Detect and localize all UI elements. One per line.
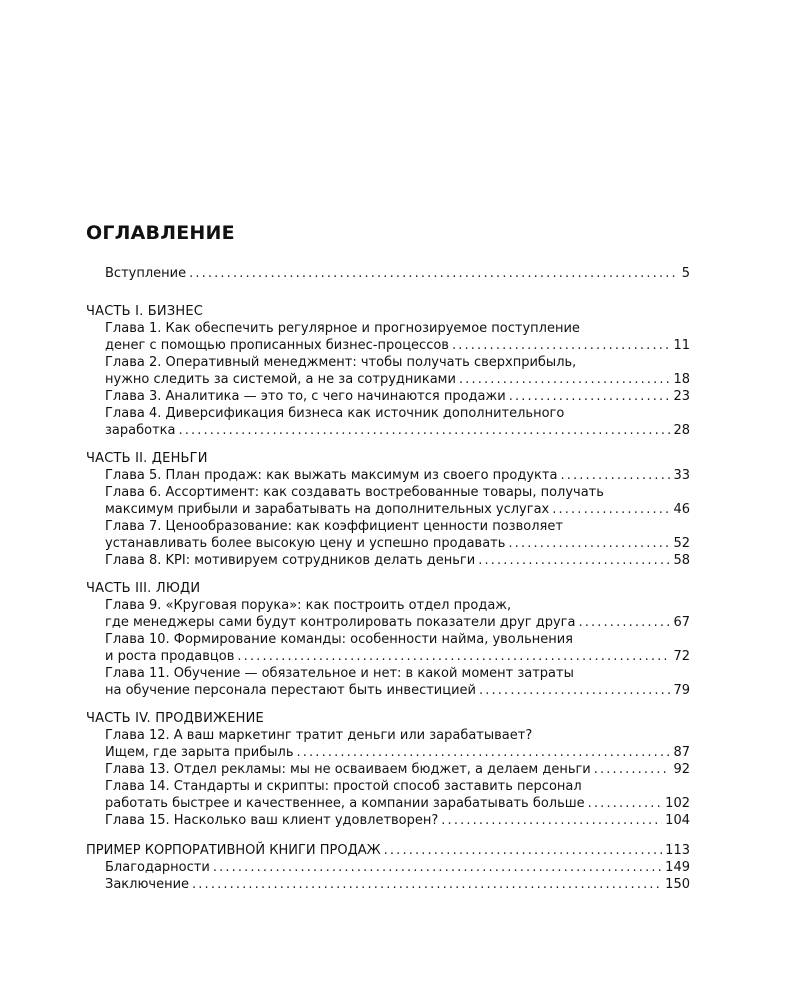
toc-entry-conclusion [86, 876, 690, 893]
dot-leader [237, 648, 670, 665]
chapter-entry [86, 518, 690, 552]
dot-leader [479, 682, 670, 699]
page-title: ОГЛАВЛЕНИЕ [86, 222, 235, 244]
toc-entry-acknowledgements [86, 859, 690, 876]
dot-leader [552, 501, 670, 518]
chapter-entry [86, 484, 690, 518]
entry-text: Вступление [105, 266, 187, 281]
entry-text: Благодарности [105, 860, 210, 875]
dot-leader [384, 842, 663, 859]
chapter-title-line: Глава 9. «Круговая порука»: как построить отдел продаж, [105, 598, 512, 613]
part-heading: ЧАСТЬ III. ЛЮДИ [86, 581, 201, 596]
chapter-title-line: Глава 10. Формирование команды: особенности найма, увольнения [105, 632, 573, 647]
chapter-entry [86, 597, 690, 631]
chapter-title-line: Глава 14. Стандарты и скрипты: простой способ заставить персонал [105, 779, 582, 794]
chapter-title-line: максимум прибыли и зарабатывать на дополнительных услугах [105, 502, 550, 517]
page-number: 72 [673, 649, 690, 664]
part-heading: ЧАСТЬ IV. ПРОДВИЖЕНИЕ [86, 711, 264, 726]
chapter-title-line: Глава 12. А ваш маркетинг тратит деньги или зарабатывает? [105, 728, 533, 743]
table-of-contents [86, 221, 690, 893]
chapter-entry [86, 388, 690, 405]
page-number: 104 [665, 813, 690, 828]
page-number: 67 [673, 615, 690, 630]
chapter-entry [86, 405, 690, 439]
chapter-entry [86, 761, 690, 778]
dot-leader [588, 795, 663, 812]
page-number: 102 [665, 796, 690, 811]
chapter-entry [86, 631, 690, 665]
page-number: 149 [665, 860, 690, 875]
chapter-entry [86, 354, 690, 388]
part-2 [86, 450, 690, 569]
dot-leader [452, 337, 670, 354]
page-number: 33 [673, 468, 690, 483]
chapter-title-line: на обучение персонала перестают быть инвестицией [105, 683, 476, 698]
chapter-entry [86, 552, 690, 569]
dot-leader [478, 552, 670, 569]
part-heading: ЧАСТЬ II. ДЕНЬГИ [86, 451, 208, 466]
page-number: 28 [673, 423, 690, 438]
chapter-entry [86, 665, 690, 699]
chapter-title-line: Глава 4. Диверсификация бизнеса как источник дополнительного [105, 406, 565, 421]
page-number: 5 [681, 266, 690, 281]
dot-leader [578, 614, 670, 631]
chapter-title-line: Глава 1. Как обеспечить регулярное и прогнозируемое поступление [105, 321, 580, 336]
chapter-title-line: Глава 7. Ценообразование: как коэффициент ценности позволяет [105, 519, 563, 534]
chapter-title-line: заработка [105, 423, 176, 438]
toc-entry-example [86, 842, 690, 859]
chapter-entry [86, 778, 690, 812]
dot-leader [509, 388, 671, 405]
page-number: 92 [673, 762, 690, 777]
chapter-title-line: Глава 3. Аналитика — это то, с чего начинаются продажи [105, 389, 506, 404]
chapter-title-line: Глава 8. KPI: мотивируем сотрудников делать деньги [105, 553, 476, 568]
page-number: 52 [673, 536, 690, 551]
dot-leader [189, 265, 679, 282]
chapter-title-line: где менеджеры сами будут контролировать показатели друг друга [105, 615, 576, 630]
page-number: 11 [673, 338, 690, 353]
chapter-entry [86, 320, 690, 354]
dot-leader [560, 467, 670, 484]
dot-leader [459, 371, 671, 388]
chapter-title-line: работать быстрее и качественнее, а компании зарабатывать больше [105, 796, 585, 811]
chapter-entry [86, 467, 690, 484]
page-number: 79 [673, 683, 690, 698]
chapter-title-line: Глава 11. Обучение — обязательное и нет: в какой момент затраты [105, 666, 574, 681]
chapter-title-line: Глава 2. Оперативный менеджмент: чтобы получать сверхприбыль, [105, 355, 577, 370]
part-4 [86, 710, 690, 829]
toc-entry-intro [86, 265, 690, 282]
chapter-title-line: Глава 5. План продаж: как выжать максимум из своего продукта [105, 468, 558, 483]
dot-leader [594, 761, 671, 778]
chapter-title-line: и роста продавцов [105, 649, 235, 664]
page-number: 23 [673, 389, 690, 404]
chapter-entry [86, 812, 690, 829]
dot-leader [178, 422, 670, 439]
part-1 [86, 303, 690, 439]
chapter-title-line: Глава 15. Насколько ваш клиент удовлетворен? [105, 813, 439, 828]
dot-leader [441, 812, 662, 829]
chapter-title-line: Глава 13. Отдел рекламы: мы не осваиваем бюджет, а делаем деньги [105, 762, 591, 777]
page-number: 150 [665, 877, 690, 892]
dot-leader [508, 535, 670, 552]
appendix-block [86, 842, 690, 893]
part-3 [86, 580, 690, 699]
dot-leader [213, 859, 662, 876]
chapter-title-line: Глава 6. Ассортимент: как создавать востребованные товары, получать [105, 485, 604, 500]
chapter-title-line: денег с помощью прописанных бизнес-процессов [105, 338, 449, 353]
chapter-title-line: устанавливать более высокую цену и успешно продавать [105, 536, 506, 551]
page-number: 46 [673, 502, 690, 517]
entry-text: ПРИМЕР КОРПОРАТИВНОЙ КНИГИ ПРОДАЖ [86, 843, 381, 858]
entry-text: Заключение [105, 877, 190, 892]
part-heading: ЧАСТЬ I. БИЗНЕС [86, 304, 204, 319]
chapter-entry [86, 727, 690, 761]
chapter-title-line: Ищем, где зарыта прибыль [105, 745, 294, 760]
dot-leader [192, 876, 662, 893]
chapter-title-line: нужно следить за системой, а не за сотрудниками [105, 372, 456, 387]
page-number: 87 [673, 745, 690, 760]
page-number: 18 [673, 372, 690, 387]
dot-leader [297, 744, 671, 761]
page-number: 58 [673, 553, 690, 568]
page-number: 113 [665, 843, 690, 858]
